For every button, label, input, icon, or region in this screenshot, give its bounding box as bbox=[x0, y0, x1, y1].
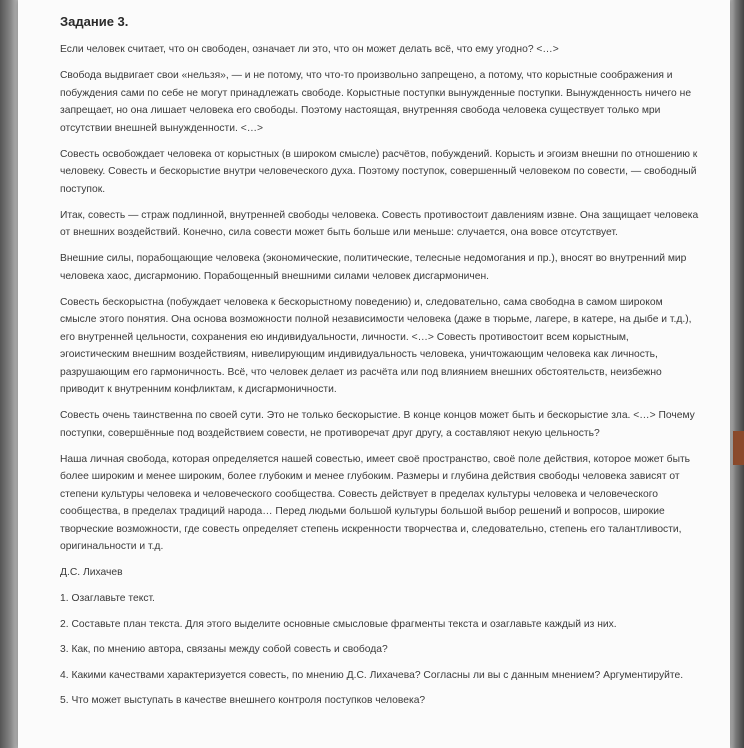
viewer-frame-left bbox=[0, 0, 18, 748]
paragraph-1: Если человек считает, что он свободен, означает ли это, что он может делать всё, что ему угодно? <…> bbox=[60, 44, 559, 55]
paragraph-2: Свобода выдвигает свои «нельзя», — и не потому, что что-то произвольно запрещено, а потому, что корыстные соображения и побуждения сами по себе не могут принадлежать свободе. Корыстные поступки вынужденные поступки. Вынужденность ничего не запрещает, но она лишает человека его свободы. Поэтому настоящая, внутренняя свобода человека существует только мри отсутствии внешней вынужденности. <…> bbox=[60, 70, 692, 134]
document-page bbox=[18, 0, 730, 748]
author-signature: Д.С. Лихачев bbox=[60, 567, 123, 578]
task-title: Задание 3. bbox=[60, 14, 129, 29]
paragraph-4: Итак, совесть — страж подлинной, внутренней свободы человека. Совесть противостоит давлениям извне. Она защищает человека от внешних воздействий. Конечно, сила совести может быть больше или меньше: случается, она вовсе отсутствует. bbox=[60, 209, 699, 238]
side-bookmark-tab[interactable] bbox=[733, 431, 744, 465]
paragraph-3: Совесть освобождает человека от корыстных (в широком смысле) расчётов, побуждений. Корысть и эгоизм внешни по отношению к человеку. Совесть и бескорыстие внутри человеческого духа. Поэтому поступок, совершенный человеком по совести, — свободный поступок. bbox=[60, 148, 698, 195]
question-3: 3. Как, по мнению автора, связаны между собой совесть и свобода? bbox=[60, 644, 388, 655]
question-2: 2. Составьте план текста. Для этого выделите основные смысловые фрагменты текста и озаглавьте каждый из них. bbox=[60, 618, 617, 630]
paragraph-8: Наша личная свобода, которая определяется нашей совестью, имеет своё пространство, своё поле действия, которое может быть более широким и менее широким, более глубоким и менее глубоким. Размеры и глубина действия свободы человека зависят от степени культуры человека и человеческого сообщества. Совесть действует в пределах культуры человека и человеческого сообщества, в пределах традиций народа… Перед людьми большой культуры большой выбор решений и вопросов, широкие творческие возможности, где совесть определяет степень искренности творчества и, следовательно, степень его талантливости, оригинальности и т.д. bbox=[60, 453, 691, 552]
question-5: 5. Что может выступать в качестве внешнего контроля поступков человека? bbox=[60, 695, 426, 706]
paragraph-6: Совесть бескорыстна (побуждает человека к бескорыстному поведению) и, следовательно, сама свободна в самом широком смысле этого понятия. Она основа возможности полной независимости человека (даже в тюрьме, лагере, в катере, на дыбе и т.д.), его внутренней цельности, сохранения ею индивидуальности, личности. <…> Совесть противостоит всем корыстным, эгоистическим внешним воздействиям, нивелирующим индивидуальность человека, уничтожающим человека как личность, разрушающим его гармоничность. Всё, что человек делает из расчёта или под влиянием внешних обстоятельств, неизбежно приводит к внутренним конфликтам, к дисгармоничности. bbox=[60, 296, 692, 395]
paragraph-5: Внешние силы, порабощающие человека (экономические, политические, телесные недомогания и пр.), вносят во внутренний мир человека хаос, дисгармонию. Порабощенный внешними силами человек дисгармоничен. bbox=[60, 253, 687, 282]
paragraph-7: Совесть очень таинственна по своей сути. Это не только бескорыстие. В конце концов может быть и бескорыстие зла. <…> Почему поступки, совершённые под воздействием совести, не противоречат друг другу, а составляют некую цельность? bbox=[60, 410, 695, 439]
document-content bbox=[60, 12, 700, 718]
question-4: 4. Какими качествами характеризуется совесть, по мнению Д.С. Лихачева? Согласны ли вы с данным мнением? Аргументируйте. bbox=[60, 669, 684, 681]
question-1: 1. Озаглавьте текст. bbox=[60, 593, 155, 604]
viewer-frame-right bbox=[730, 0, 744, 748]
